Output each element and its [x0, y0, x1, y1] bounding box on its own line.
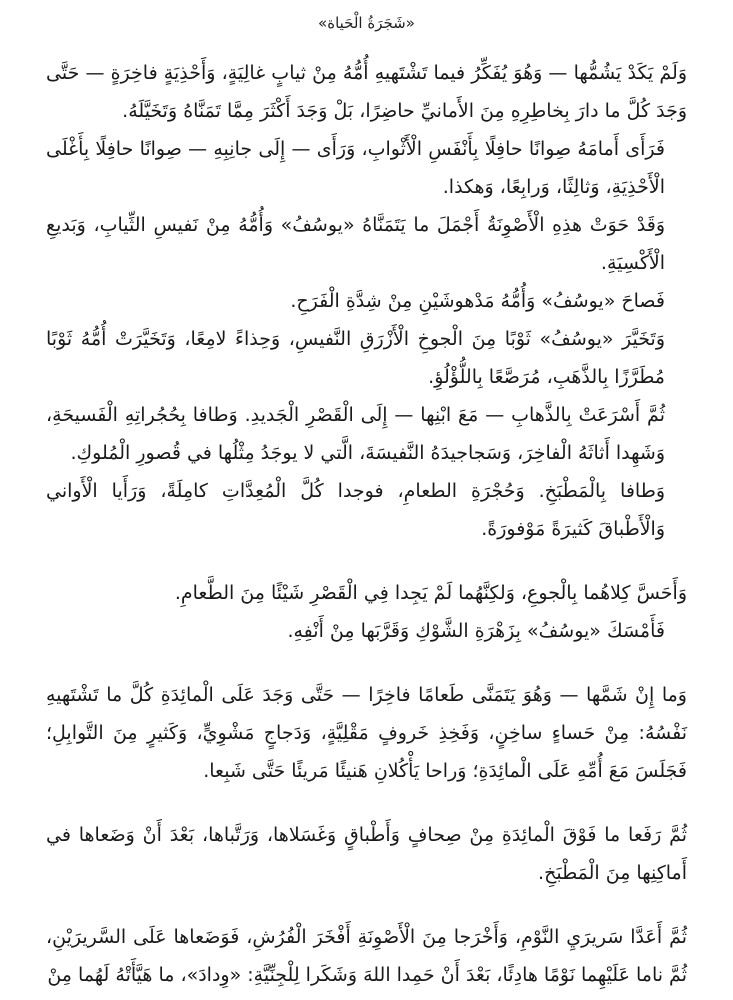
paragraph: فَأَمْسَكَ «يوسُفُ» بِزَهْرَةِ الشَّوْكِ وَقَرَّبَها مِنْ أَنْفِهِ.	[287, 620, 665, 642]
paragraph: وَلَمْ يَكَدْ يَشُمُّها — وَهُوَ يُفَكِّرُ فيما تَشْتَهيهِ أُمُّهُ مِنْ ثيابٍ غالِيَةٍ، وَأَحْذِيَةٍ فاخِرَةٍ — حَتَّى وَجَدَ كُلَّ ما دارَ بِخاطِرِهِ مِنَ الأَمانيِّ حاضِرًا، بَلْ وَجَدَ أَكْثَرَ مِمَّا تَمَنَّاهُ وَتَخَيَّلَهُ.	[46, 62, 687, 122]
paragraph: وَقَدْ حَوَتْ هذِهِ الْأَصْوِنَةُ أَجْمَلَ ما يَتَمَنَّاهُ «يوسُفُ» وَأُمُّهُ مِنْ نَفيسِ الثِّيابِ، وَبَديعِ الْأَكْسِيَةِ.	[46, 214, 665, 274]
paragraph: فَرَأَى أَمامَهُ صِوانًا حافِلًا بِأَنْفَسِ الْأَثْوابِ، وَرَأَى — إِلَى جانِبِهِ — صِوانًا حافِلًا بِأَغْلَى الْأَحْذِيَةِ، وَثالِثًا، وَرابِعًا، وَهكذا.	[46, 138, 665, 198]
paragraph: وَأَحَسَّ كِلاهُما بِالْجوعِ، وَلكِنَّهُما لَمْ يَجِدا فِي الْقَصْرِ شَيْئًا مِنَ الطَّعامِ.	[174, 582, 687, 604]
paragraph: وَتَخَيَّرَ «يوسُفُ» ثَوْبًا مِنَ الْجوخِ الْأَزْرَقِ النَّفيسِ، وَحِذاءً لامِعًا، وَتَخَيَّرَتْ أُمُّهُ ثَوْبًا مُطَرَّزًا بِالذَّهَبِ، مُرَصَّعًا بِاللُّؤْلُؤِ.	[46, 328, 665, 388]
paragraph: ثُمَّ أَسْرَعَتْ بِالذَّهابِ — مَعَ ابْنِها — إِلَى الْقَصْرِ الْجَديدِ. وَطافا بِحُجُراتِهِ الْفَسيحَةِ، وَشَهِدا أَثاثَهُ الْفاخِرَ، وَسَجاجيدَهُ النَّفيسَةَ، الَّتي لا يوجَدُ مِثْلُها في قُصورِ الْمُلوكِ.	[46, 404, 665, 464]
paragraph: ثُمَّ أَعَدَّا سَريرَيِ النَّوْمِ، وَأَخْرَجا مِنَ الْأَصْوِنَةِ أَفْخَرَ الْفُرُشِ، فَوَضَعاها عَلَى السَّريرَيْنِ، ثُمَّ ناما عَلَيْهِما نَوْمًا هادِئًا، بَعْدَ أَنْ حَمِدا اللهَ وَشَكَرا لِلْجِنِّيَّةِ: «وِدادَ»، ما هَيَّأَتْهُ لَهُما مِنْ	[46, 926, 687, 986]
text-body	[46, 54, 687, 994]
paragraph: وَطافا بِالْمَطْبَخِ. وَحُجْرَةِ الطعامِ، فوجدا كُلَّ الْمُعِدَّاتِ كامِلَةً، وَرَأَيا الْأَواني وَالْأَطْباقَ كَثيرَةً مَوْفورَةً.	[46, 480, 665, 540]
paragraph: فَصاحَ «يوسُفُ» وَأُمُّهُ مَدْهوشَيْنِ مِنْ شِدَّةِ الْفَرَحِ.	[290, 290, 665, 312]
running-header: «شَجَرَةُ الْحَياة»	[318, 14, 415, 32]
paragraph: وَما إِنْ شَمَّها — وَهُوَ يَتَمَنَّى طَعامًا فاخِرًا — حَتَّى وَجَدَ عَلَى الْمائِدَةِ كُلَّ ما تَشْتَهيهِ نَفْسُهُ: مِنْ حَساءٍ ساخِنٍ، وَفَخِذِ خَروفٍ مَقْلِيَّةٍ، وَدَجاجٍ مَشْوِيٍّ، وَكَثيرٍ مِنَ التَّوابِلِ؛ فَجَلَسَ مَعَ أُمِّهِ عَلَى الْمائِدَةِ؛ وَراحا يَأْكُلانِ هَنيئًا مَريئًا حَتَّى شَبِعا.	[46, 684, 687, 782]
paragraph: ثُمَّ رَفَعا ما فَوْقَ الْمائِدَةِ مِنْ صِحافٍ وَأَطْباقٍ وَغَسَلاها، وَرَتَّباها، بَعْدَ أَنْ وَضَعاها في أَماكِنِها مِنَ الْمَطْبَخِ.	[46, 824, 687, 884]
